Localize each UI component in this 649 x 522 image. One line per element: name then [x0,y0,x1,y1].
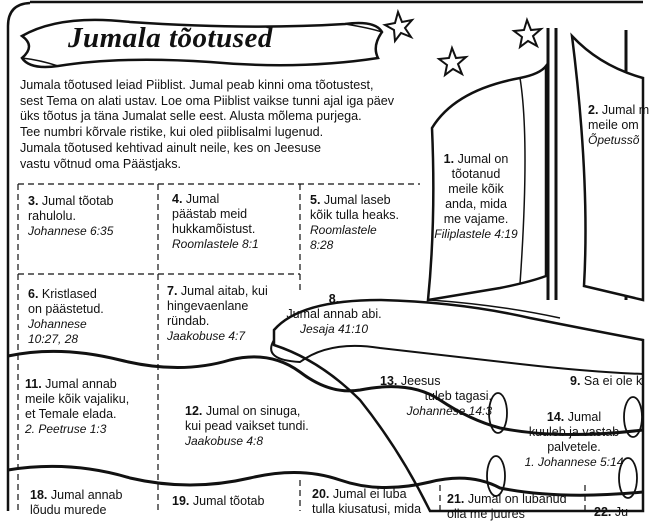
intro-text: Jumala tõotused leiad Piiblist. Jumal peab kinni oma tõotustest, sest Tema on alati ustav. Loe oma Piiblist vaikse tunni ajal iga päev üks tõotus ja täna Jumalat selle eest. Alusta mõlema purjega. Tee numbri kõrvale ristike, kui oled piiblisalmi lugenud. Jumala tõotused kehtivad ainult neile, kes on Jeesuse vastu võtnud oma Päästjaks. [20,78,395,171]
promise-22: 22. Ju [594,505,629,519]
promise-5: 5. Jumal laseb kõik tulla heaks. Roomlastele 8:28 [310,193,399,252]
promise-7: 7. Jumal aitab, kui hingevaenlane ründab. Jaakobuse 4:7 [167,284,268,343]
promise-2: 2. Jumal m meile om Õpetussõ [588,103,649,147]
promise-20: 20. Jumal ei luba tulla kiusatusi, mida [312,487,422,516]
promise-1: 1. Jumal on tõotanud meile kõik anda, mida me vajame. Filiplastele 4:19 [434,152,518,241]
promise-14: 14. Jumal kuuleb ja vastab palvetele. 1. Johannese 5:14 [524,410,624,469]
promise-11: 11. Jumal annab meile kõik vajaliku, et Temale elada. 2. Peetruse 1:3 [25,377,130,436]
mast [548,28,556,300]
promise-12: 12. Jumal on sinuga, kui pead vaikset tundi. Jaakobuse 4:8 [185,404,309,448]
promise-3: 3. Jumal tõotab rahulolu. Johannese 6:35 [28,194,114,238]
promise-13: 13. Jeesus tuleb tagasi. Johannese 14:3 [380,374,492,418]
star-icon [514,20,541,47]
promise-19: 19. Jumal tõotab [172,494,265,508]
star-icon [439,48,466,75]
page-title: Jumala tõotused [68,22,273,54]
promise-21: 21. Jumal on lubanud olla me juures [447,492,567,521]
promise-6: 6. Kristlased on päästetud. Johannese 10:27, 28 [28,287,104,346]
promise-18: 18. Jumal annab lõudu murede [30,488,123,517]
star-icon [385,12,412,41]
sail-2 [572,36,643,300]
promise-9: 9. Sa ei ole k [570,374,643,388]
promise-4: 4. Jumal päästab meid hukkamõistust. Roomlastele 8:1 [172,192,259,251]
promise-8: 8. Jumal annab abi. Jesaja 41:10 [286,292,382,336]
